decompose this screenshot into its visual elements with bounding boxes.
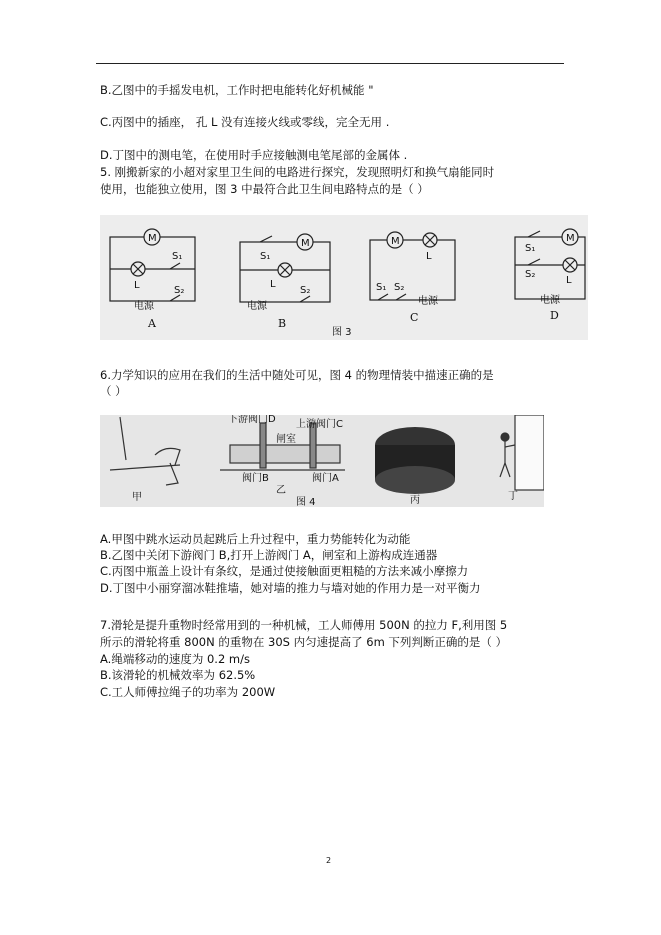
fig3-b-s2-label: S₂ <box>300 285 311 296</box>
fig3-d-s2-label: S₂ <box>525 269 536 280</box>
option-d-q6: D.丁图中小丽穿溜冰鞋推墙，她对墙的推力与墙对她的作用力是一对平衡力 <box>100 581 481 595</box>
option-b-q7: B.该滑轮的机械效率为 62.5% <box>100 668 256 682</box>
figure-3-circuits <box>100 215 588 340</box>
fig3-panel-b: B <box>278 317 287 330</box>
fig3-a-source-label: 电源 <box>134 301 154 312</box>
option-a-q7: A.绳端移动的速度为 0.2 m/s <box>100 652 250 666</box>
question-6-line-2: （ ） <box>100 384 127 398</box>
question-5-line-2: 使用，也能独立使用，图 3 中最符合此卫生间电路特点的是（ ） <box>100 182 429 196</box>
option-a-q6: A.甲图中跳水运动员起跳后上升过程中，重力势能转化为动能 <box>100 532 411 546</box>
skater-illustration <box>500 415 544 490</box>
fig4-valve-c: 上游阀门C <box>296 419 343 430</box>
fig3-d-source-label: 电源 <box>540 295 560 306</box>
bottle-cap-illustration <box>375 427 455 494</box>
option-c-q6: C.丙图中瓶盖上设计有条纹，是通过使接触面更粗糙的方法来减小摩擦力 <box>100 564 469 578</box>
fig3-c-source-label: 电源 <box>418 296 438 307</box>
fig4-valve-d: 下游阀门D <box>228 415 276 425</box>
fig4-label-bing: 丙 <box>410 495 420 506</box>
fig3-panel-a: A <box>148 317 156 330</box>
question-5-line-1: 5. 刚搬新家的小超对家里卫生间的电路进行探究，发现照明灯和换气扇能同时 <box>100 165 495 179</box>
fig4-caption: 图 4 <box>296 497 316 507</box>
fig4-label-jia: 甲 <box>132 492 142 503</box>
fig3-d-motor-label: M <box>566 233 575 244</box>
option-b-q6: B.乙图中关闭下游阀门 B,打开上游阀门 A，闸室和上游构成连通器 <box>100 548 438 562</box>
figure-4 <box>100 415 544 507</box>
option-d-q4: D.丁图中的测电笔，在使用时手应接触测电笔尾部的金属体 . <box>100 148 408 162</box>
fig3-panel-d: D <box>550 309 559 322</box>
option-c-q4: C.丙图中的插座， 孔 L 没有连接火线或零线，完全无用 . <box>100 115 390 129</box>
ship-lock-illustration <box>220 423 345 470</box>
option-b-q4: B.乙图中的手摇发电机，工作时把电能转化好机械能 " <box>100 83 374 97</box>
fig3-c-lamp-label: L <box>426 251 432 262</box>
page-number: 2 <box>326 856 332 865</box>
figure-3 <box>100 215 588 340</box>
figure-4-scenes <box>100 415 544 507</box>
fig3-a-s2-label: S₂ <box>174 285 185 296</box>
fig3-b-s1-label: S₁ <box>260 251 271 262</box>
fig3-a-lamp-label: L <box>134 280 140 291</box>
header-rule <box>96 63 564 64</box>
option-c-q7: C.工人师傅拉绳子的功率为 200W <box>100 685 276 699</box>
question-7-line-2: 所示的滑轮将重 800N 的重物在 30S 内匀速提高了 6m 下列判断正确的是（ ） <box>100 635 508 649</box>
diver-illustration <box>110 417 180 485</box>
fig3-c-s1-label: S₁ <box>376 282 387 293</box>
question-6-line-1: 6.力学知识的应用在我们的生活中随处可见，图 4 的物理情装中描速正确的是 <box>100 368 494 382</box>
fig3-b-motor-label: M <box>301 238 310 249</box>
fig3-b-lamp-label: L <box>270 279 276 290</box>
fig3-c-s2-label: S₂ <box>394 282 405 293</box>
fig3-a-s1-label: S₁ <box>172 251 183 262</box>
fig4-label-yi: 乙 <box>276 485 286 496</box>
fig4-valve-b: 阀门B <box>242 473 269 484</box>
fig3-caption: 图 3 <box>332 327 352 338</box>
fig3-c-motor-label: M <box>391 236 400 247</box>
fig3-b-source-label: 电源 <box>247 301 267 312</box>
fig4-label-ding: 丁 <box>508 491 518 502</box>
fig4-valve-a: 阀门A <box>312 473 339 484</box>
fig3-d-s1-label: S₁ <box>525 243 536 254</box>
fig4-chamber: 闸室 <box>276 434 296 445</box>
fig3-d-lamp-label: L <box>566 275 572 286</box>
question-7-line-1: 7.滑轮是提升重物时经常用到的一种机械，工人师傅用 500N 的拉力 F,利用图 5 <box>100 618 508 632</box>
fig3-a-motor-label: M <box>148 233 157 244</box>
fig3-panel-c: C <box>410 311 419 324</box>
